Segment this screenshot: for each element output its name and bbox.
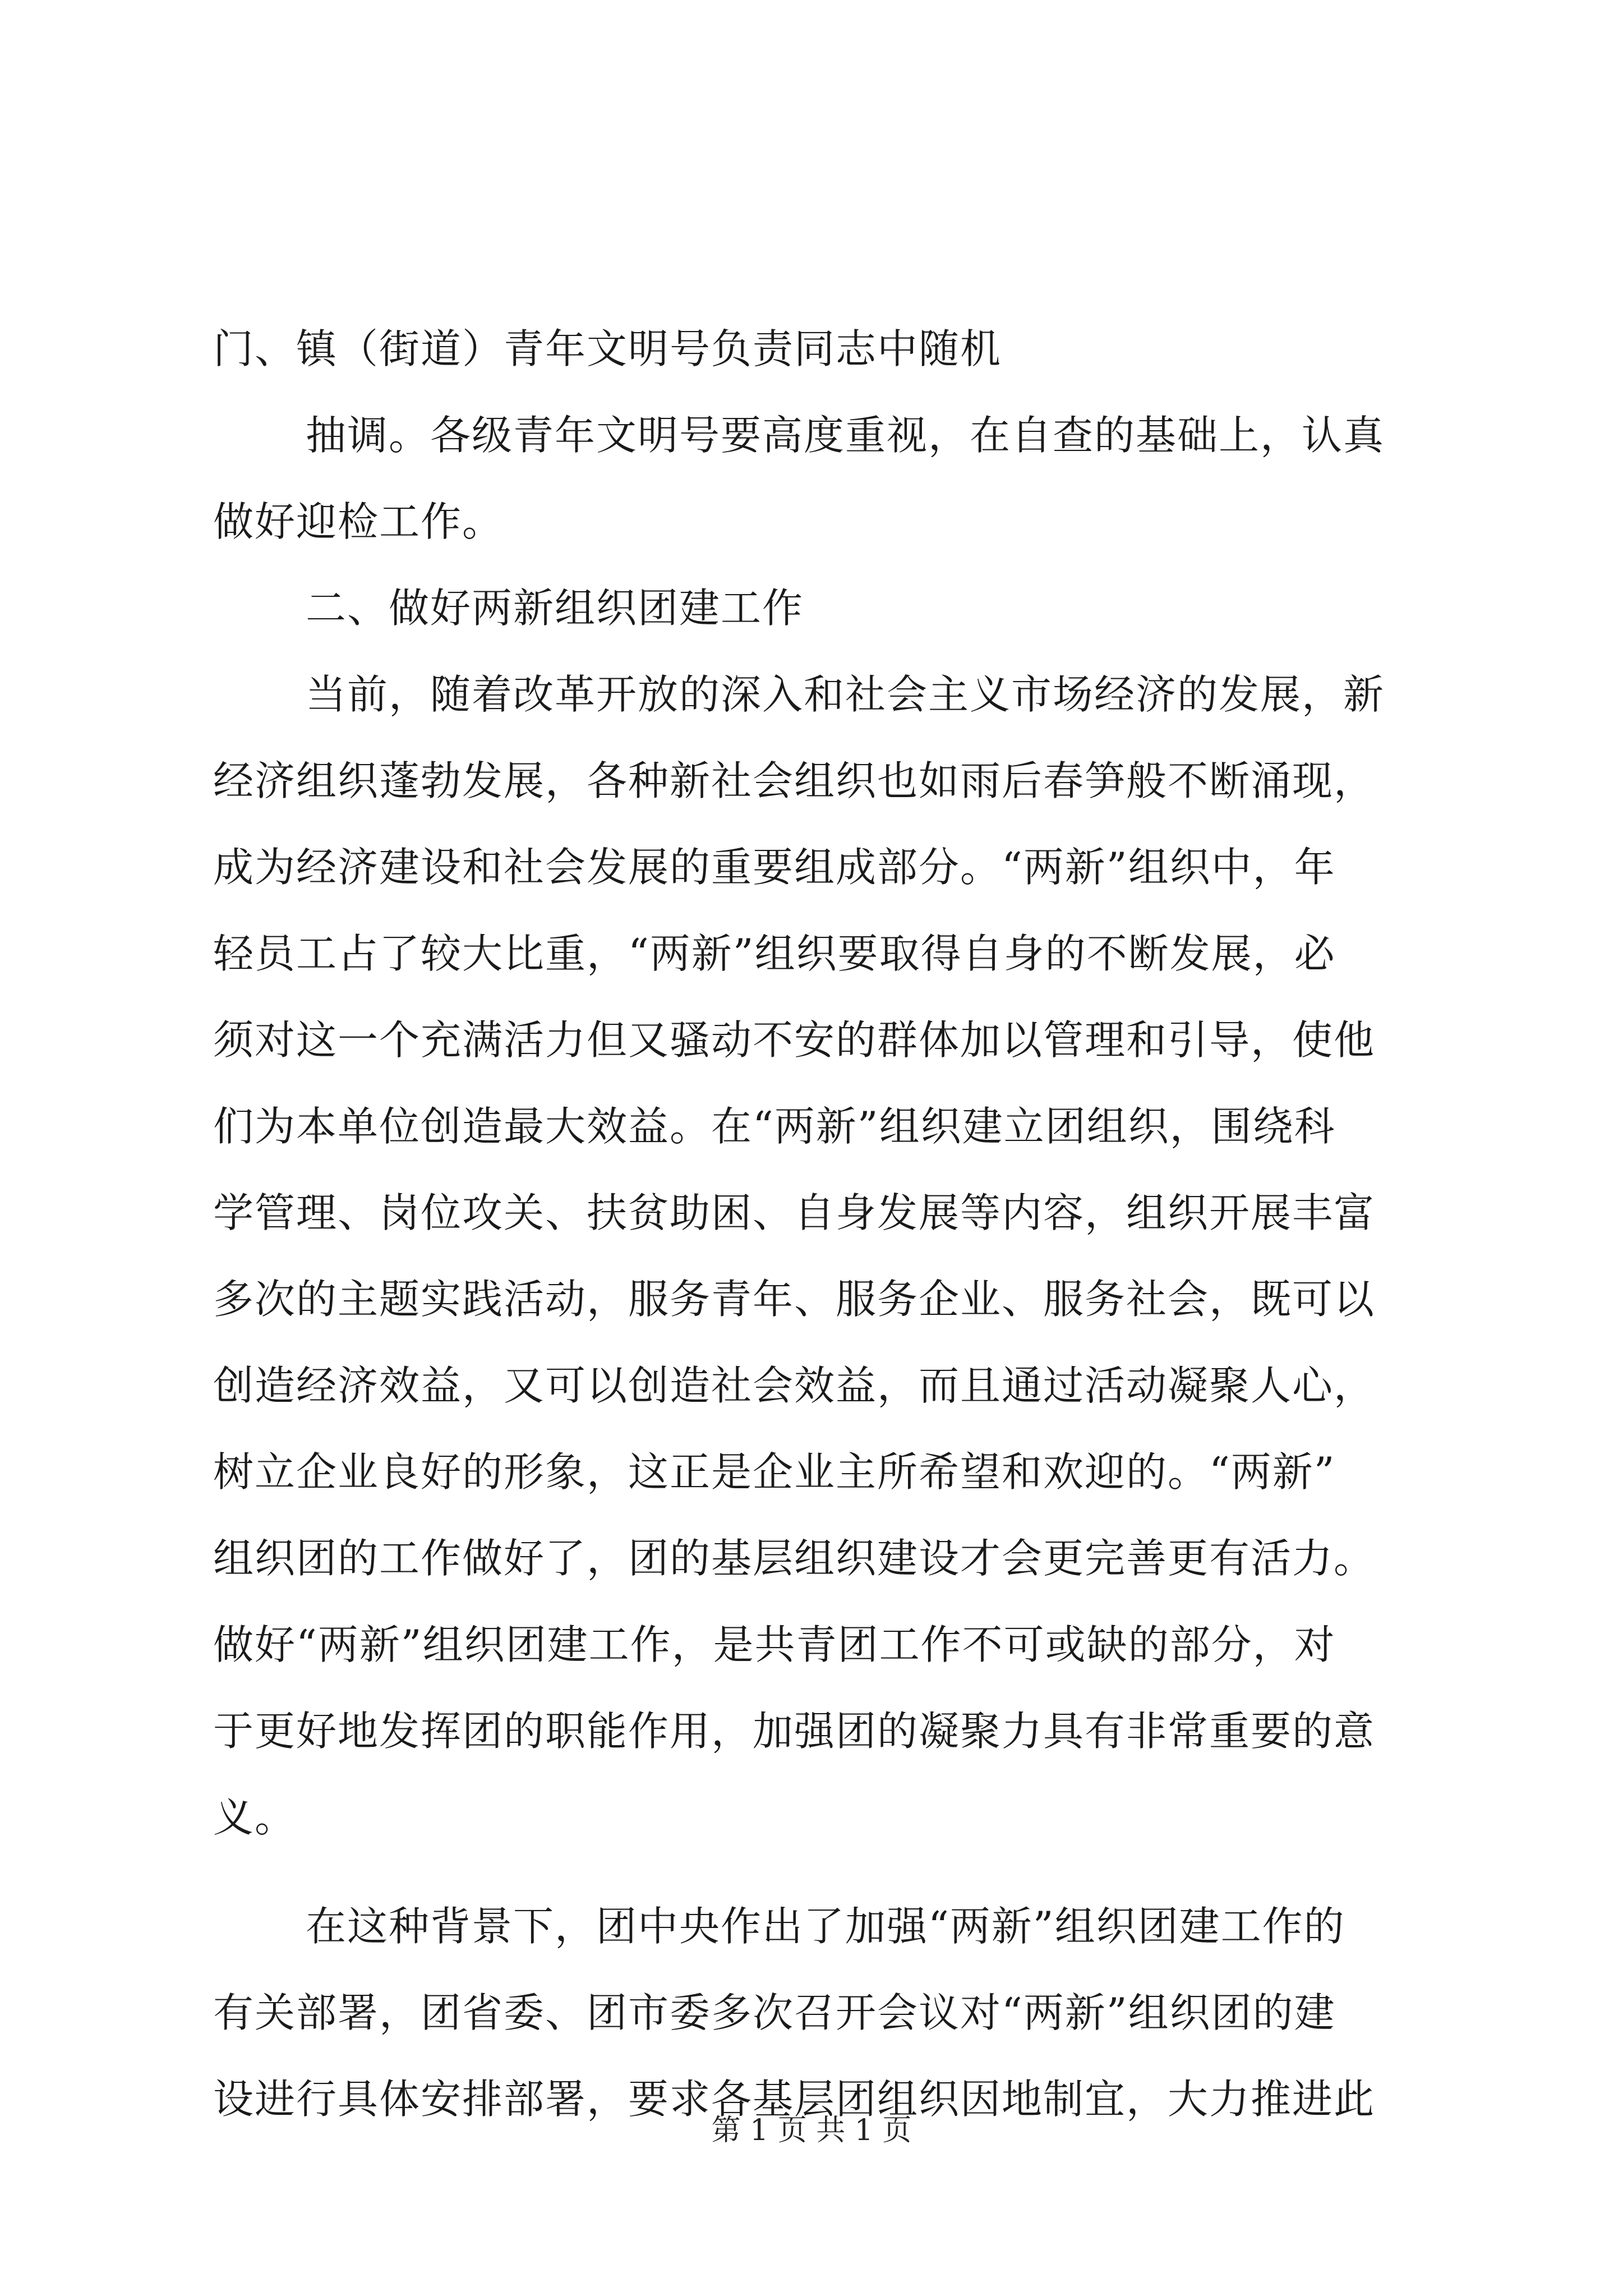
text-line: 在这种背景下，团中央作出了加强“两新”组织团建工作的 <box>306 1903 1345 1950</box>
text-line: 做好迎检工作。 <box>213 498 504 545</box>
text-line: 成为经济建设和社会发展的重要组成部分。“两新”组织中，年 <box>213 844 1336 891</box>
document-body <box>213 306 1413 2142</box>
text-line: 创造经济效益，又可以创造社会效益，而且通过活动凝聚人心， <box>213 1362 1376 1409</box>
text-line: 树立企业良好的形象，这正是企业主所希望和欢迎的。“两新” <box>213 1448 1336 1496</box>
text-line: 门、镇（街道）青年文明号负责同志中随机 <box>213 325 1002 372</box>
text-line: 组织团的工作做好了，团的基层组织建设才会更完善更有活力。 <box>213 1535 1376 1582</box>
text-line: 义。 <box>213 1794 297 1841</box>
text-line: 须对这一个充满活力但又骚动不安的群体加以管理和引导，使他 <box>213 1016 1376 1064</box>
text-line: 抽调。各级青年文明号要高度重视，在自查的基础上，认真 <box>306 412 1385 459</box>
text-line: 们为本单位创造最大效益。在“两新”组织建立团组织，围绕科 <box>213 1103 1336 1150</box>
text-line: 多次的主题实践活动，服务青年、服务企业、服务社会，既可以 <box>213 1276 1376 1323</box>
text-line: 有关部署，团省委、团市委多次召开会议对“两新”组织团的建 <box>213 1989 1336 2036</box>
text-line: 经济组织蓬勃发展，各种新社会组织也如雨后春笋般不断涌现， <box>213 757 1376 804</box>
text-line: 学管理、岗位攻关、扶贫助困、自身发展等内容，组织开展丰富 <box>213 1189 1376 1236</box>
text-line: 设进行具体安排部署，要求各基层团组织因地制宜，大力推进此 <box>213 2076 1376 2123</box>
text-line: 当前，随着改革开放的深入和社会主义市场经济的发展，新 <box>306 671 1385 718</box>
text-line: 做好“两新”组织团建工作，是共青团工作不可或缺的部分，对 <box>213 1621 1336 1668</box>
text-line: 轻员工占了较大比重，“两新”组织要取得自身的不断发展，必 <box>213 930 1336 977</box>
text-line: 于更好地发挥团的职能作用，加强团的凝聚力具有非常重要的意 <box>213 1708 1376 1755</box>
section-heading: 二、做好两新组织团建工作 <box>306 585 804 632</box>
page-footer: 第 1 页 共 1 页 <box>711 2114 912 2147</box>
